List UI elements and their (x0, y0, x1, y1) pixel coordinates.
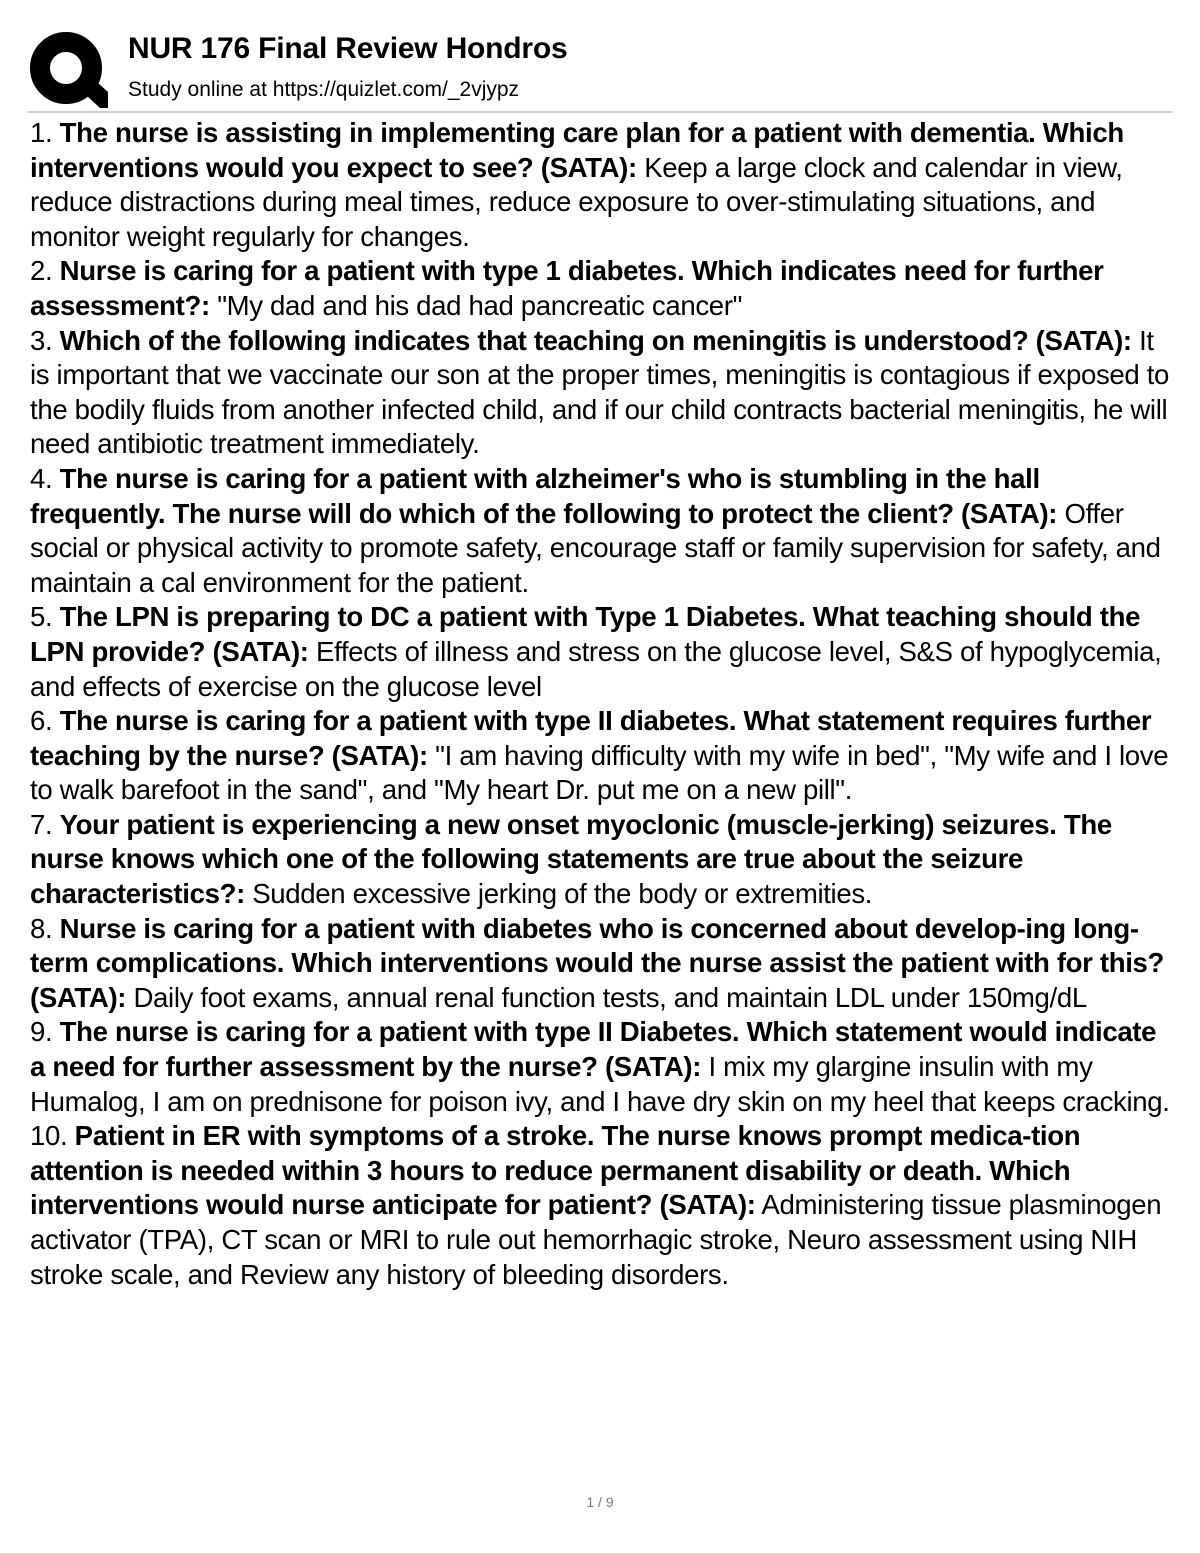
page-number: 1 / 9 (586, 1494, 614, 1510)
card-answer: I mix my glargine insulin with my Humalog, I am on prednisone for poison ivy, and I have dry skin on my heel that keeps cracking. (30, 1051, 1170, 1117)
card-question: Your patient is experiencing a new onset myoclonic (muscle-jerking) seizures. The nurse knows which one of the following statements are true about the seizure characteristics?: (30, 808, 1112, 910)
card-question: Patient in ER with symptoms of a stroke. The nurse knows prompt medica-tion attention is needed within 3 hours to reduce permanent disability or death. Which interventions would nurse anticipate for patient? (SATA): (30, 1120, 1081, 1221)
card-question: The nurse is caring for a patient with alzheimer's who is stumbling in the hall frequently. The nurse will do which of the following to protect the client? (SATA): (30, 462, 1058, 529)
card-question: The nurse is caring for a patient with type II Diabetes. Which statement would indicate a need for further assessment by the nurse? (SATA): (30, 1016, 1157, 1083)
card-number: 9. (30, 1016, 53, 1048)
flashcard-item (30, 1015, 1176, 1119)
card-question: The nurse is caring for a patient with type II diabetes. What statement requires further teaching by the nurse? (SATA): (30, 705, 1152, 771)
card-number: 8. (30, 912, 53, 944)
flashcard-item (30, 1119, 1176, 1292)
card-number: 2. (30, 255, 53, 287)
card-question: The nurse is assisting in implementing care plan for a patient with dementia. Which interventions would you expect to see? (SATA): (30, 117, 1124, 183)
study-online-link[interactable]: Study online at https://quizlet.com/_2vjypz (128, 78, 520, 101)
card-question: Nurse is caring for a patient with type 1 diabetes. Which indicates need for further assessment?: (30, 255, 1104, 321)
card-answer: Daily foot exams, annual renal function tests, and maintain LDL under 150mg/dL (133, 981, 1087, 1013)
flashcard-item (30, 116, 1176, 254)
flashcard-item (30, 704, 1176, 808)
flashcard-item (30, 600, 1176, 704)
document-title: NUR 176 Final Review Hondros (128, 32, 568, 65)
flashcard-item (30, 912, 1176, 1016)
card-answer: "My dad and his dad had pancreatic cancer" (217, 289, 743, 321)
flashcard-item (30, 324, 1176, 462)
card-number: 10. (30, 1120, 68, 1152)
card-answer: Offer social or physical activity to promote safety, encourage staff or family supervision for safety, and maintain a cal environment for the patient. (30, 497, 1161, 598)
card-number: 6. (30, 705, 53, 737)
document-header (28, 26, 1178, 108)
card-number: 7. (30, 808, 53, 840)
flashcard-item (30, 254, 1176, 323)
card-number: 1. (30, 117, 53, 148)
card-answer: "I am having difficulty with my wife in bed", "My wife and I love to walk barefoot in the sand", and "My heart Dr. put me on a new pill". (30, 739, 1169, 806)
card-question: Nurse is caring for a patient with diabetes who is concerned about develop-ing long-term complications. Which interventions would the nurse assist the patient with for this? (SATA): (30, 912, 1165, 1013)
header-divider (28, 111, 1172, 113)
card-question: Which of the following indicates that teaching on meningitis is understood? (SATA): (59, 324, 1132, 356)
card-answer: Keep a large clock and calendar in view, reduce distractions during meal times, reduce exposure to over-stimulating situations, and monitor weight regularly for changes. (30, 151, 1123, 252)
card-answer: Administering tissue plasminogen activator (TPA), CT scan or MRI to rule out hemorrhagic stroke, Neuro assessment using NIH stroke scale, and Review any history of bleeding disorders. (30, 1189, 1162, 1290)
card-number: 5. (30, 601, 53, 633)
flashcard-list (30, 116, 1176, 1292)
card-number: 4. (30, 462, 53, 494)
card-answer: Sudden excessive jerking of the body or extremities. (252, 878, 873, 910)
card-answer: It is important that we vaccinate our son at the proper times, meningitis is contagious if exposed to the bodily fluids from another infected child, and if our child contracts bacterial meningitis, he will need antibiotic treatment immediately. (30, 324, 1170, 460)
flashcard-item (30, 462, 1176, 600)
quizlet-logo-icon (28, 30, 108, 110)
card-number: 3. (30, 324, 53, 356)
card-answer: Effects of illness and stress on the glucose level, S&S of hypoglycemia, and effects of exercise on the glucose level (30, 635, 1162, 702)
flashcard-item (30, 808, 1176, 912)
card-question: The LPN is preparing to DC a patient with Type 1 Diabetes. What teaching should the LPN provide? (SATA): (30, 601, 1141, 667)
